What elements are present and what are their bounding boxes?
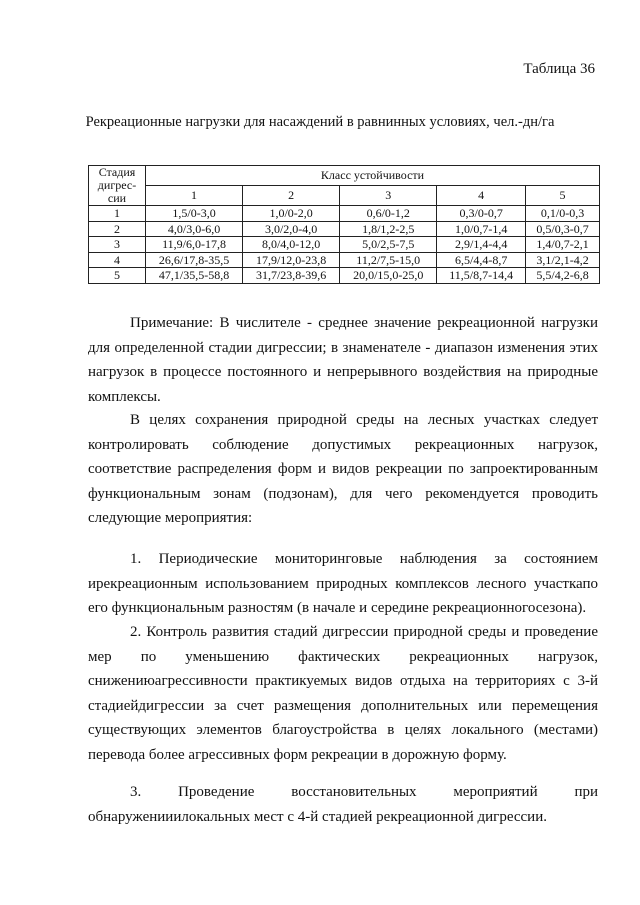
stage-column-header: Стадия дигрес-сии (89, 166, 146, 206)
table-cell: 3,0/2,0-4,0 (243, 221, 340, 237)
table-row (89, 268, 600, 284)
table-cell: 4,0/3,0-6,0 (146, 221, 243, 237)
intro-paragraph (88, 408, 598, 531)
table-cell: 6,5/4,4-8,7 (437, 252, 526, 268)
table-cell: 8,0/4,0-12,0 (243, 237, 340, 253)
list-item-text: 3. Проведение восстановительных мероприятий при обнаруженииилокальных мест с 4-й стадией рекреационной дигрессии. (88, 784, 598, 825)
class-header: Класс устойчивости (146, 166, 600, 186)
table-cell: 11,2/7,5-15,0 (340, 252, 437, 268)
table-cell: 1,5/0-3,0 (146, 206, 243, 222)
class-4-header: 4 (437, 186, 526, 206)
stage-cell: 4 (89, 252, 146, 268)
table-cell: 17,9/12,0-23,8 (243, 252, 340, 268)
stage-cell: 5 (89, 268, 146, 284)
list-item (88, 620, 598, 767)
note-text: Примечание: В числителе - среднее значение рекреационной нагрузки для определенной стадии дигрессии; в знаменателе - диапазон изменения этих нагрузок в процессе постоянного и непрерывного воздействия на природные комплексы. (88, 315, 598, 405)
class-numbers-row (89, 186, 600, 206)
list-item (88, 547, 598, 621)
intro-text: В целях сохранения природной среды на лесных участках следует контролировать соблюдение допустимых рекреационных нагрузок, соответствие распределения форм и видов рекреации по запроектированным функциональным зонам (подзонам), для чего рекомендуется проводить следующие мероприятия: (88, 412, 598, 526)
table-caption: Рекреационные нагрузки для насаждений в равнинных условиях, чел.-дн/га (85, 114, 555, 130)
table-cell: 1,0/0,7-1,4 (437, 221, 526, 237)
table-cell: 5,5/4,2-6,8 (526, 268, 600, 284)
stage-cell: 2 (89, 221, 146, 237)
table-cell: 11,9/6,0-17,8 (146, 237, 243, 253)
table-row (89, 252, 600, 268)
table-cell: 1,4/0,7-2,1 (526, 237, 600, 253)
table-row (89, 237, 600, 253)
stage-cell: 3 (89, 237, 146, 253)
table-cell: 0,6/0-1,2 (340, 206, 437, 222)
table-cell: 47,1/35,5-58,8 (146, 268, 243, 284)
table-cell: 0,5/0,3-0,7 (526, 221, 600, 237)
list-item-text: 2. Контроль развития стадий дигрессии природной среды и проведение мер по уменьшению фактических рекреационных нагрузок, снижениюагрессивности практикуемых видов отдыха на территориях с 3-й стадиейдигрессии за счет размещения дополнительных или перемещения существующих элементов благоустройства в целях локального (местами) перевода более агрессивных форм рекреации в дорожную форму. (88, 624, 598, 763)
table-cell: 11,5/8,7-14,4 (437, 268, 526, 284)
table-cell: 2,9/1,4-4,4 (437, 237, 526, 253)
table-number: Таблица 36 (523, 61, 595, 77)
class-1-header: 1 (146, 186, 243, 206)
class-5-header: 5 (526, 186, 600, 206)
class-2-header: 2 (243, 186, 340, 206)
table-note (88, 311, 598, 409)
recreational-load-table (88, 165, 600, 284)
table-cell: 3,1/2,1-4,2 (526, 252, 600, 268)
table-cell: 1,0/0-2,0 (243, 206, 340, 222)
stage-cell: 1 (89, 206, 146, 222)
table-cell: 0,3/0-0,7 (437, 206, 526, 222)
table-cell: 26,6/17,8-35,5 (146, 252, 243, 268)
table-header-row (89, 166, 600, 186)
table-cell: 20,0/15,0-25,0 (340, 268, 437, 284)
list-item-text: 1. Периодические мониторинговые наблюдения за состоянием ирекреационным использованием природных комплексов лесного участкапо его функциональным разностям (в начале и середине рекреационногосезона). (88, 551, 598, 616)
table-row (89, 206, 600, 222)
table-row (89, 221, 600, 237)
table-cell: 5,0/2,5-7,5 (340, 237, 437, 253)
table-cell: 31,7/23,8-39,6 (243, 268, 340, 284)
table-cell: 1,8/1,2-2,5 (340, 221, 437, 237)
class-3-header: 3 (340, 186, 437, 206)
list-item (88, 780, 598, 829)
table-cell: 0,1/0-0,3 (526, 206, 600, 222)
